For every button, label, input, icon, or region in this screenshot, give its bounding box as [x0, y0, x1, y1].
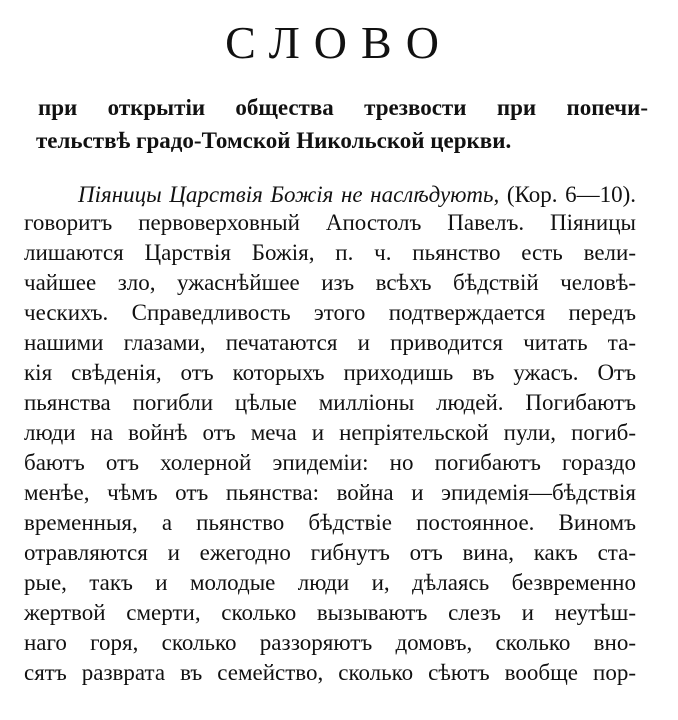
- citation: (Кор. 6—10).: [499, 182, 636, 207]
- subtitle-line: при открытіи общества трезвости при попечи-: [38, 95, 648, 120]
- page-title: СЛОВО: [225, 17, 453, 68]
- body-line: ческихъ. Справедливость этого подтверждается передъ: [24, 300, 636, 325]
- body-line: лишаются Царствія Божія, п. ч. пьянство есть вели-: [24, 240, 636, 265]
- subtitle-line: тельствѣ градо-Томской Никольской церкви.: [36, 128, 512, 153]
- body-line: нашими глазами, печатаются и приводится читать та-: [24, 330, 636, 355]
- body-line: кія свѣденія, отъ которыхъ приходишь въ ужасъ. Отъ: [24, 360, 636, 385]
- body-line: баютъ отъ холерной эпидеміи: но погибаютъ гораздо: [24, 450, 636, 475]
- body-first-line: [78, 183, 636, 206]
- body-line: рые, такъ и молодые люди и, дѣлаясь безвременно: [24, 570, 636, 595]
- body-line: говоритъ первоверховный Апостолъ Павелъ. Піяницы: [24, 210, 636, 235]
- body-line: жертвой смерти, сколько вызываютъ слезъ и неутѣш-: [24, 600, 636, 625]
- body-line: наго горя, сколько раззоряютъ домовъ, сколько вно-: [24, 630, 636, 655]
- body-line: люди на войнѣ отъ меча и непріятельской пули, погиб-: [24, 420, 636, 445]
- body-line: сятъ разврата въ семейство, сколько сѣютъ вообще пор-: [24, 660, 636, 685]
- body-line: пьянства погибли цѣлые милліоны людей. Погибаютъ: [24, 390, 636, 415]
- body-line: отравляются и ежегодно гибнутъ отъ вина, какъ ста-: [24, 540, 636, 565]
- body-line: временныя, а пьянство бѣдствіе постоянное. Виномъ: [24, 510, 636, 535]
- body-line: чайшее зло, ужаснѣйшее изъ всѣхъ бѣдствій человѣ-: [24, 270, 636, 295]
- body-line: менѣе, чѣмъ отъ пьянства: война и эпидемія—бѣдствія: [24, 480, 636, 505]
- quote-text: Піяницы Царствія Божія не наслѣдують,: [78, 182, 500, 207]
